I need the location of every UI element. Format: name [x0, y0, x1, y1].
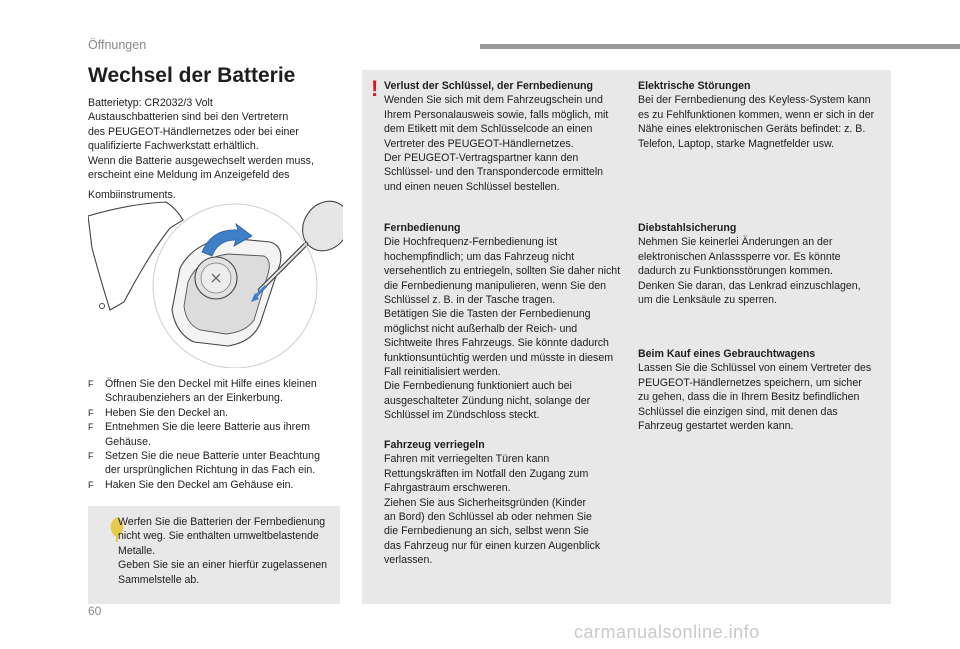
- warning-icon: !: [371, 76, 379, 101]
- intro-text: [88, 96, 343, 203]
- block-title: Fahrzeug verriegeln: [384, 439, 485, 451]
- bullet: F: [88, 407, 94, 418]
- key-battery-illustration: [88, 198, 343, 368]
- intro-line: Wenn die Batterie ausgewechselt werden muss,: [88, 154, 314, 167]
- intro-line: Austauschbatterien sind bei den Vertretern: [88, 111, 289, 124]
- bullet: F: [88, 451, 94, 462]
- eco-note-text: Werfen Sie die Batterien der Fernbedienung nicht weg. Sie enthalten umweltbelastende Metalle. Geben Sie sie an einer hierfür zugelassenen Sammelstelle ab.: [118, 516, 328, 586]
- bullet: F: [88, 479, 94, 490]
- section-label: Öffnungen: [88, 38, 147, 52]
- page-number: 60: [88, 604, 102, 618]
- block-used-car: Beim Kauf eines Gebrauchtwagens Lassen Sie die Schlüssel von einem Vertreter des PEUGEOT-Händlernetzes speichern, um sicher zu gehen, dass die in Ihrem Besitz befindlichen Schlüssel die einzigen sind, mit denen das Fahrzeug gestartet werden kann.: [638, 347, 888, 433]
- intro-line: erscheint eine Meldung im Anzeigefeld des: [88, 169, 290, 182]
- page-title: Wechsel der Batterie: [88, 64, 296, 87]
- intro-line: Batterietyp: CR2032/3 Volt: [88, 97, 213, 109]
- watermark: carmanualsonline.info: [574, 622, 760, 642]
- eco-note-box: [88, 506, 340, 604]
- block-antitheft: Diebstahlsicherung Nehmen Sie keinerlei Änderungen an der elektronischen Anlasssperre vor. Es könnte dadurch zu Funktionsstörungen kommen. Denken Sie daran, das Lenkrad einzuschlagen, um die Lenksäule zu sperren.: [638, 221, 888, 307]
- list-item: F Setzen Sie die neue Batterie unter Beachtung der ursprünglichen Richtung in das Fach ein.: [88, 450, 320, 477]
- list-item: F Öffnen Sie den Deckel mit Hilfe eines kleinen Schraubenziehers an der Einkerbung.: [88, 378, 317, 405]
- steps-list: [88, 377, 340, 492]
- intro-line: qualifizierte Fachwerkstatt erhältlich.: [88, 140, 259, 153]
- bullet: F: [88, 422, 94, 433]
- section-rule: [480, 44, 960, 49]
- block-loss: Verlust der Schlüssel, der Fernbedienung Wenden Sie sich mit dem Fahrzeugschein und Ihrem Personalausweis sowie, falls möglich, mit dem Etikett mit dem Schlüsselcode an einen Vertreter des PEUGEOT-Händlernetzes. Der PEUGEOT-Vertragspartner kann den Schlüssel- und den Transpondercode ermitteln und einen neuen Schlüssel bestellen.: [384, 79, 634, 194]
- block-locked: Fahrzeug verriegeln Fahren mit verriegelten Türen kann Rettungskräften im Notfall den Zugang zum Fahrgastraum erschweren. Ziehen Sie aus Sicherheitsgründen (Kinder an Bord) den Schlüssel ab oder nehmen Sie die Fernbedienung an sich, selbst wenn Sie das Fahrzeug nur für einen kurzen Augenblick verlassen.: [384, 438, 634, 568]
- block-remote: Fernbedienung Die Hochfrequenz-Fernbedienung ist hochempfindlich; um das Fahrzeug nicht versehentlich zu entriegeln, sollten Sie daher nicht die Fernbedienung manipulieren, wenn Sie den Schlüssel z. B. in der Tasche tragen. Betätigen Sie die Tasten der Fernbedienung möglichst nicht außerhalb der Reich- und Sichtweite Ihres Fahrzeugs. Sie könnte dadurch funktionsuntüchtig werden und müsste in diesem Fall reinitialisiert werden. Die Fernbedienung funktioniert auch bei ausgeschalteter Zündung nicht, solange der Schlüssel im Zündschloss steckt.: [384, 221, 634, 423]
- list-item: F Haken Sie den Deckel am Gehäuse ein.: [88, 478, 294, 491]
- block-title: Fernbedienung: [384, 222, 461, 234]
- intro-line: des PEUGEOT-Händlernetzes oder bei einer: [88, 125, 299, 138]
- block-title: Elektrische Störungen: [638, 80, 751, 92]
- list-item: F Heben Sie den Deckel an.: [88, 406, 229, 419]
- block-title: Diebstahlsicherung: [638, 222, 737, 234]
- block-title: Beim Kauf eines Gebrauchtwagens: [638, 348, 816, 360]
- block-electrical: Elektrische Störungen Bei der Fernbedienung des Keyless-System kann es zu Fehlfunktionen kommen, wenn er sich in der Nähe eines elektronischen Geräts befindet: z. B. Telefon, Laptop, starke Magnetfelder usw.: [638, 79, 888, 151]
- intro-line: Kombiinstruments.: [88, 189, 176, 202]
- bullet: F: [88, 379, 94, 389]
- list-item: F Entnehmen Sie die leere Batterie aus ihrem Gehäuse.: [88, 421, 310, 448]
- block-title: Verlust der Schlüssel, der Fernbedienung: [384, 80, 593, 92]
